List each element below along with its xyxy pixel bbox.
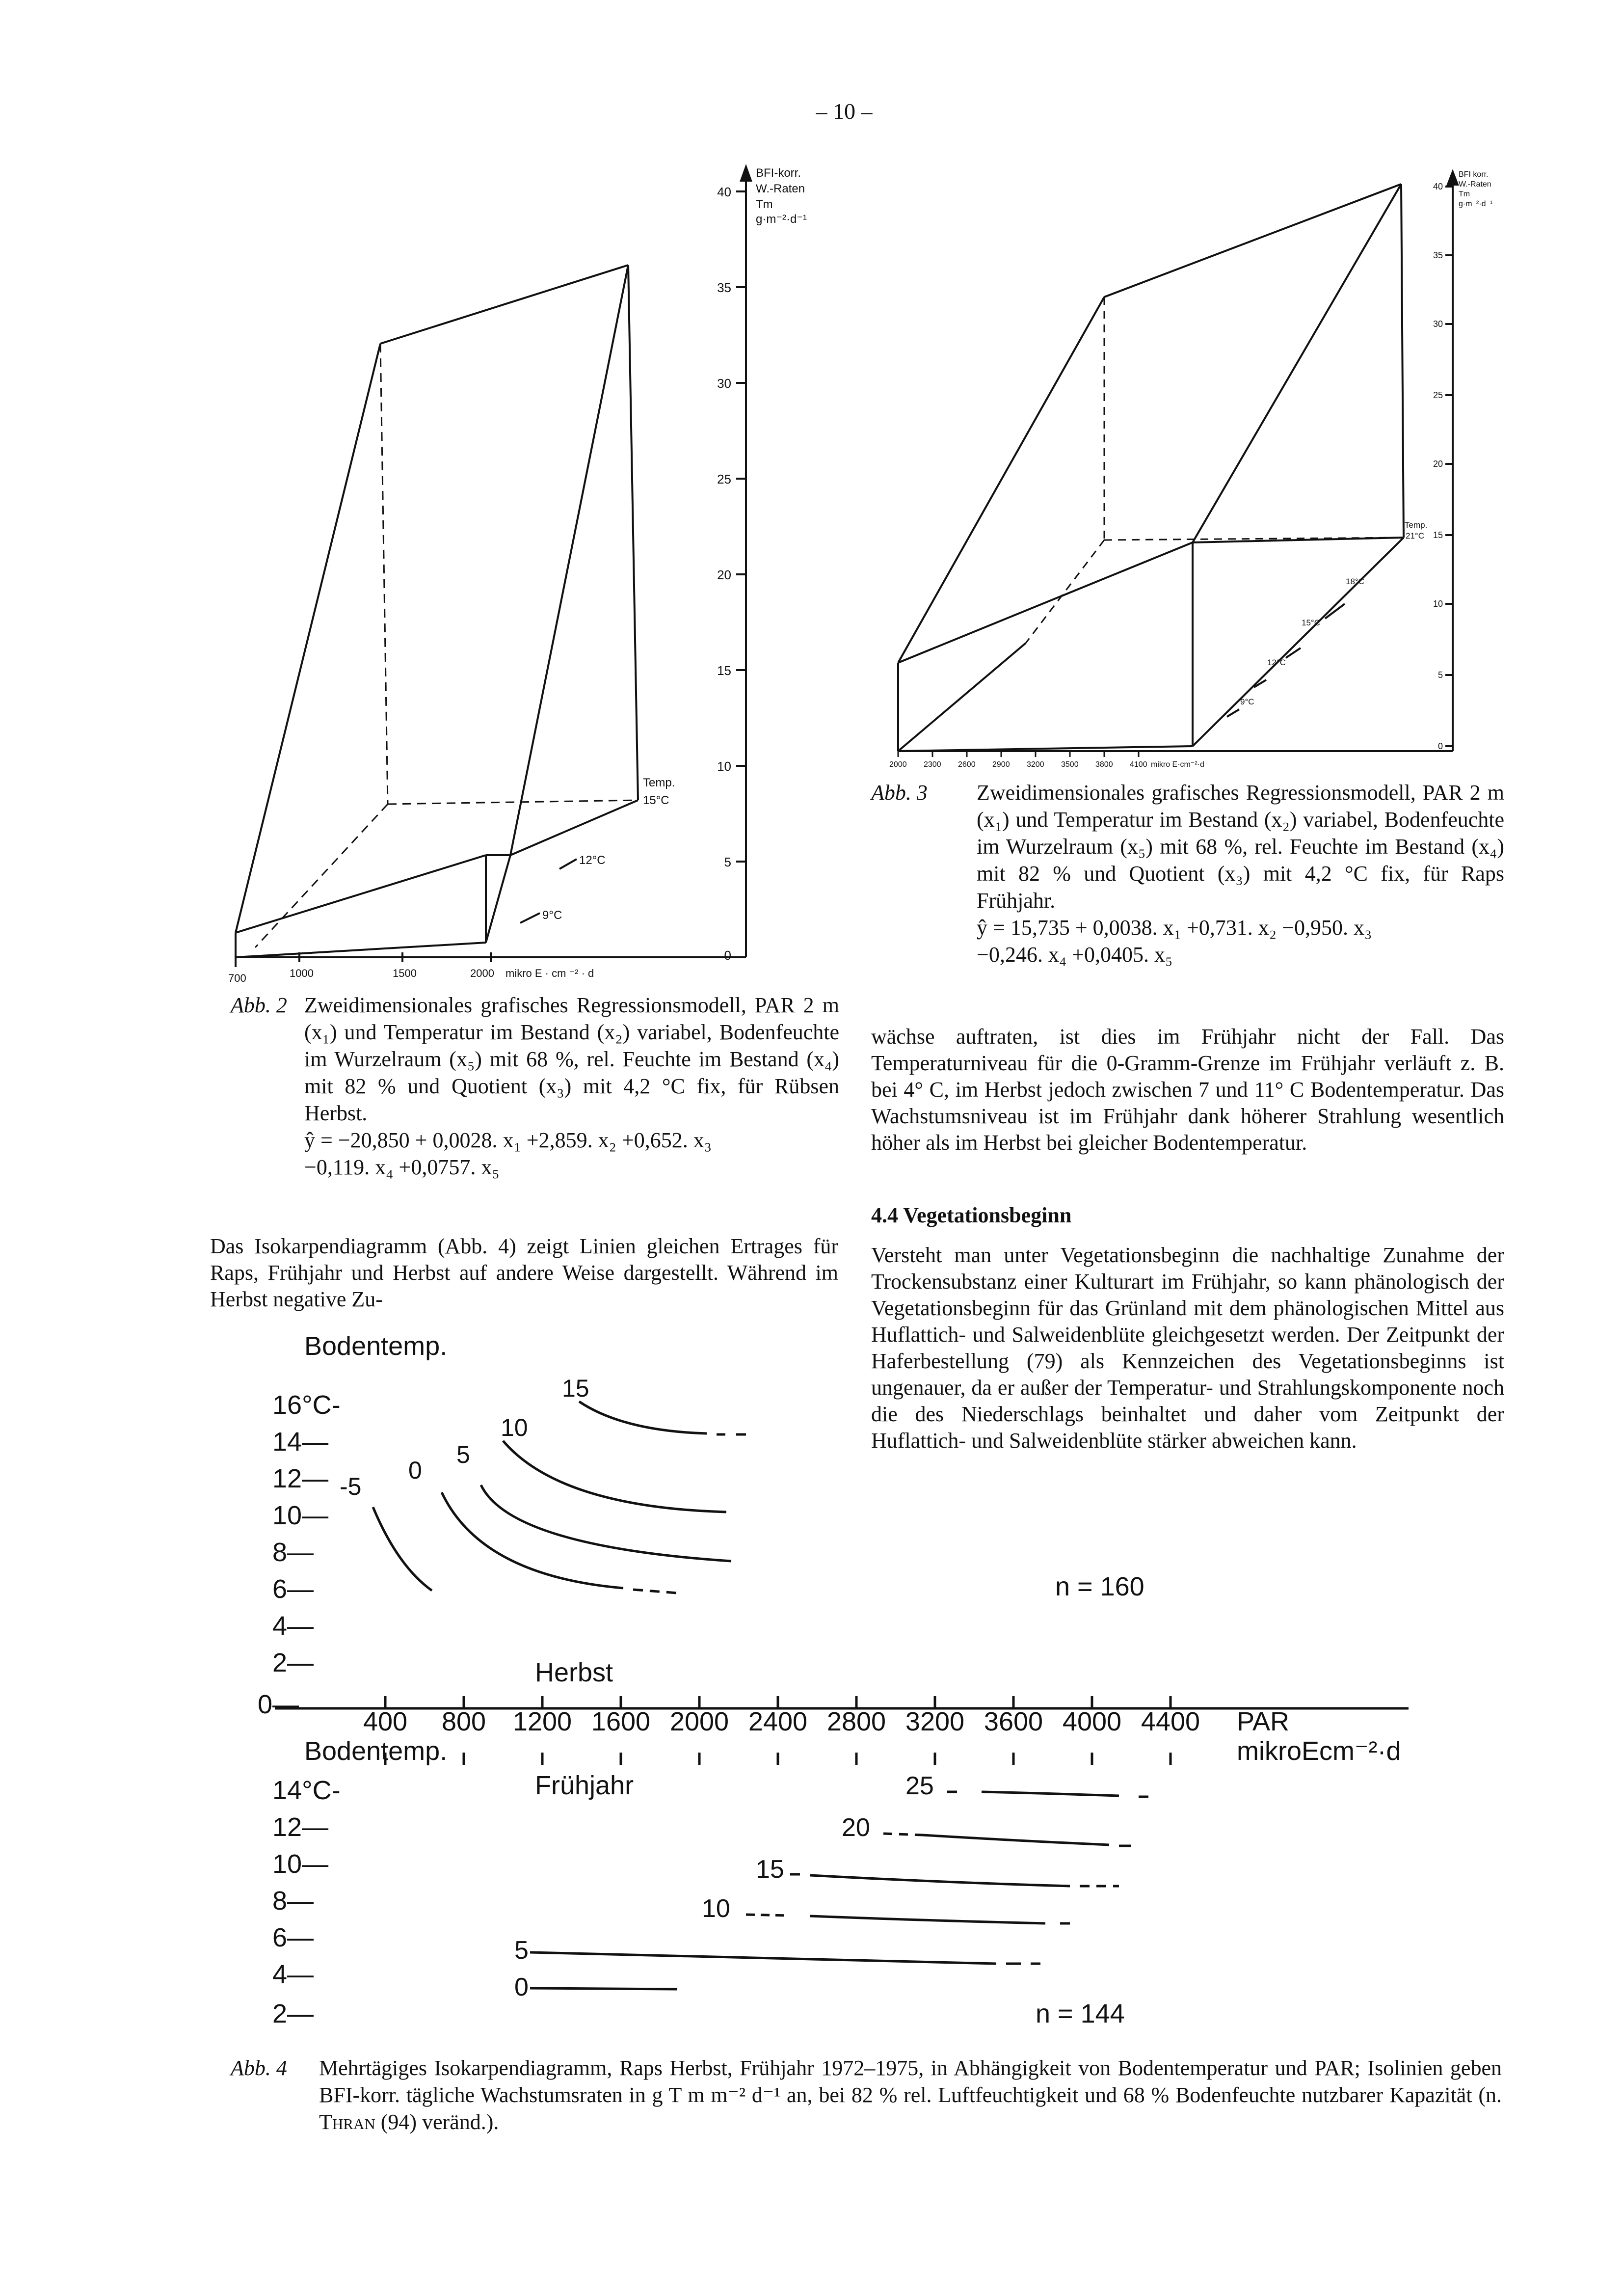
- fig2-xtick: 1500: [393, 967, 417, 979]
- fig2-xtick: 700: [228, 972, 246, 984]
- fruehjahr-ytick: 6—: [272, 1923, 314, 1952]
- fig2-axis-title: BFI-korr.: [756, 166, 801, 180]
- fig3-axis-title: W.-Raten: [1459, 180, 1491, 189]
- fig4-xtick: 4400: [1141, 1707, 1200, 1736]
- fig2-axis-title: W.-Raten: [756, 182, 805, 195]
- fig2-ytick: 20: [717, 567, 731, 582]
- fruehjahr-ytick: 2—: [272, 1999, 314, 2028]
- fig4-xtick: 2400: [748, 1707, 808, 1736]
- fruehjahr-y-title: Bodentemp.: [304, 1736, 448, 1766]
- fig2-ytick: 5: [724, 855, 731, 869]
- fig3-xtick: 3800: [1095, 760, 1113, 769]
- herbst-ytick: 8—: [272, 1538, 314, 1567]
- fig3-temp-label: 18°C: [1346, 577, 1364, 586]
- caption-author: Thran: [319, 2110, 375, 2134]
- fig3-ytick: 10: [1433, 599, 1443, 609]
- fig3-xtick: 3500: [1061, 760, 1079, 769]
- fig3-xtick: 2900: [992, 760, 1010, 769]
- fig2-temp-label: 12°C: [579, 854, 606, 867]
- fig3-hidden-edges: [1026, 297, 1404, 643]
- caption-label: Abb. 4: [231, 2056, 287, 2080]
- fig3-yaxis-ticks: [1445, 187, 1453, 746]
- fig3-ytick: 20: [1433, 459, 1443, 469]
- fruehjahr-ytick: 14°C-: [272, 1776, 341, 1805]
- fig2-axis-title: Tm: [756, 198, 773, 211]
- fig2-yaxis-ticks: [736, 191, 746, 957]
- fig2-temp-title: Temp.: [643, 776, 675, 789]
- fig3-ytick: 0: [1437, 741, 1443, 751]
- herbst-iso-label: 15: [562, 1375, 589, 1402]
- fruehjahr-ytick: 4—: [272, 1960, 314, 1989]
- caption-text: Zweidimensionales grafisches Regressionsmodell, PAR 2 m (x₁) und Temperatur im Bestand (x₂) variabel, Bodenfeuchte im Wurzelraum (x₅) mit 68 %, rel. Feuchte im Bestand (x₄) mit 82 % und Quotient (x₃) mit 4,2 °C fix, für Raps Frühjahr.: [977, 781, 1504, 913]
- fruehjahr-iso-label: 25: [905, 1772, 934, 1800]
- herbst-season-label: Herbst: [535, 1658, 613, 1687]
- fig2-ytick: 30: [717, 376, 731, 391]
- fruehjahr-n-count: n = 144: [1036, 1999, 1125, 2028]
- figure-4-isokarpen-diagram: [236, 1321, 1463, 2042]
- fig2-temp-label: 15°C: [643, 794, 669, 807]
- fig4-xtick: 3200: [905, 1707, 965, 1736]
- equation-line: −0,246. x₄ +0,0405. x₅: [977, 943, 1173, 967]
- fig4-xtick: 4000: [1062, 1707, 1122, 1736]
- herbst-iso-label: 0: [408, 1457, 422, 1484]
- figure-2-regression-model: [206, 157, 883, 992]
- herbst-ytick: 10—: [272, 1501, 329, 1530]
- fruehjahr-ytick: 8—: [272, 1886, 314, 1916]
- fig2-xtick: 2000: [470, 967, 494, 979]
- figure-2-caption: [231, 992, 839, 1181]
- fig3-temp-label: 9°C: [1240, 697, 1254, 706]
- fruehjahr-ytick: 12—: [272, 1812, 329, 1842]
- fig3-xtick: 3200: [1027, 760, 1044, 769]
- herbst-ytick: 0—: [258, 1690, 299, 1719]
- section-heading-vegetationsbeginn: 4.4 Vegetationsbeginn: [871, 1203, 1072, 1227]
- caption-text: Mehrtägiges Isokarpendiagramm, Raps Herbst, Frühjahr 1972–1975, in Abhängigkeit von Bodentemperatur und PAR; Isolinien geben BFI-korr. tägliche Wachstumsraten in g T m m⁻² d⁻¹ an, bei 82 % rel. Luftfeuchtigkeit und 68 % Bodenfeuchte nutzbarer Kapazität (n.: [319, 2056, 1502, 2107]
- fig2-temp-label: 9°C: [542, 909, 562, 922]
- fig3-ytick: 5: [1437, 670, 1443, 680]
- fruehjahr-iso-label: 10: [702, 1894, 730, 1923]
- herbst-ytick: 16°C-: [272, 1390, 341, 1420]
- fig2-ytick: 0: [724, 948, 731, 963]
- herbst-ytick: 2—: [272, 1648, 314, 1677]
- fig4-xtick: 2000: [669, 1707, 729, 1736]
- caption-label: Abb. 3: [871, 781, 928, 805]
- equation-line: ŷ = 15,735 + 0,0038. x₁ +0,731. x₂ −0,950. x₃: [977, 916, 1372, 940]
- herbst-ytick: 6—: [272, 1574, 314, 1604]
- fruehjahr-iso-label: 5: [514, 1936, 529, 1965]
- herbst-ytick: 12—: [272, 1464, 329, 1493]
- fig3-xtick: 4100: [1130, 760, 1147, 769]
- fig3-temp-title: Temp.: [1405, 520, 1428, 530]
- fig3-xunit: mikro E·cm⁻²·d: [1151, 760, 1204, 769]
- herbst-n-count: n = 160: [1055, 1572, 1144, 1601]
- fig4-xtick: 1200: [512, 1707, 572, 1736]
- herbst-iso-label: -5: [340, 1473, 362, 1500]
- herbst-iso-label: 10: [501, 1414, 528, 1441]
- fig3-axis-title: Tm: [1459, 190, 1470, 198]
- fig3-ytick: 15: [1433, 530, 1443, 540]
- fig4-xtick: 2800: [826, 1707, 886, 1736]
- fig2-xtick: 1000: [290, 967, 314, 979]
- fig4-xtick: 1600: [591, 1707, 651, 1736]
- page-number: – 10 –: [816, 99, 873, 124]
- fruehjahr-ytick: 10—: [272, 1849, 329, 1879]
- fig3-axis-title: BFI korr.: [1459, 170, 1489, 179]
- herbst-ytick: 14—: [272, 1427, 329, 1457]
- fig2-axis-title: g·m⁻²·d⁻¹: [756, 213, 807, 226]
- caption-label: Abb. 2: [231, 993, 287, 1017]
- fig3-ytick: 35: [1433, 250, 1443, 260]
- fruehjahr-iso-label: 0: [514, 1973, 529, 2001]
- fig4-x-title: PAR: [1237, 1707, 1290, 1736]
- equation-line: ŷ = −20,850 + 0,0028. x₁ +2,859. x₂ +0,652. x₃: [304, 1128, 712, 1152]
- paragraph-temperature-level: wächse auftraten, ist dies im Frühjahr nicht der Fall. Das Temperaturniveau für die 0-Gramm-Grenze im Frühjahr verläuft z. B. bei 4° C, im Herbst jedoch zwischen 7 und 11° C Bodentemperatur. Das Wachstumsniveau ist im Frühjahr dank höherer Strahlung wesentlich höher als im Herbst bei gleicher Bodentemperatur.: [871, 1025, 1504, 1155]
- fruehjahr-iso-label: 20: [842, 1813, 870, 1842]
- fig3-wireframe: [898, 172, 1458, 751]
- figure-3-regression-model: [883, 162, 1502, 781]
- fig4-x-ticks-bottom: [385, 1753, 1171, 1765]
- fig2-ytick: 10: [717, 759, 731, 774]
- fig3-ytick: 25: [1433, 390, 1443, 400]
- figure-4-caption: [231, 2054, 1502, 2135]
- herbst-isolines: [373, 1402, 746, 1593]
- fig3-ytick: 40: [1433, 182, 1443, 191]
- caption-text: Zweidimensionales grafisches Regressionsmodell, PAR 2 m (x₁) und Temperatur im Bestand (x₂) variabel, Bodenfeuchte im Wurzelraum (x₅) mit 68 %, rel. Feuchte im Bestand (x₄) mit 82 % und Quotient (x₃) mit 4,2 °C fix, für Rübsen Herbst.: [304, 993, 839, 1125]
- fig2-wireframe: [236, 167, 751, 957]
- fig3-xtick: 2600: [958, 760, 976, 769]
- fig3-temp-label: 15°C: [1302, 618, 1320, 627]
- herbst-y-title: Bodentemp.: [304, 1331, 448, 1361]
- fruehjahr-iso-label: 15: [756, 1855, 784, 1884]
- fig3-xtick: 2000: [889, 760, 907, 769]
- equation-line: −0,119. x₄ +0,0757. x₅: [304, 1155, 500, 1179]
- fig2-ytick: 25: [717, 472, 731, 486]
- paragraph-vegetationsbeginn: Versteht man unter Vegetationsbeginn die nachhaltige Zunahme der Trockensubstanz einer Kulturart im Frühjahr, so kann phänologisch der Vegetationsbeginn für das Grünland mit dem phänologischen Mittel aus Huflattich- und Salweidenblüte gleichgesetzt werden. Der Zeitpunkt der Haferbestellung (79) als Kennzeichen des Vegetationsbeginns ist ungenauer, da er außer der Temperatur- und Strahlungskomponente noch die des Niederschlags beinhaltet und daher vom Zeitpunkt der Huflattich- und Salweidenblüte stärker abweichen kann.: [871, 1243, 1504, 1453]
- fig4-xtick: 3600: [984, 1707, 1043, 1736]
- caption-text: (94) veränd.).: [375, 2110, 499, 2134]
- fig3-axis-title: g·m⁻²·d⁻¹: [1459, 200, 1493, 208]
- fig4-xtick: 800: [441, 1707, 486, 1736]
- fig4-xtick: 400: [363, 1707, 408, 1736]
- fig3-xtick: 2300: [924, 760, 941, 769]
- fig2-ytick: 40: [717, 185, 731, 199]
- fig3-ytick: 30: [1433, 319, 1443, 329]
- fig3-temp-label: 12°C: [1267, 658, 1286, 667]
- herbst-ytick: 4—: [272, 1611, 314, 1641]
- fig2-ytick: 35: [717, 280, 731, 295]
- fruehjahr-isolines: [530, 1792, 1148, 1989]
- herbst-iso-label: 5: [456, 1441, 470, 1468]
- fig2-xunit: mikro E · cm ⁻² · d: [506, 967, 594, 979]
- fruehjahr-season-label: Frühjahr: [535, 1771, 634, 1800]
- fig2-ytick: 15: [717, 663, 731, 678]
- fig3-temp-label: 21°C: [1406, 531, 1424, 540]
- fig4-x-unit: mikroEcm⁻²·d: [1237, 1736, 1401, 1766]
- figure-3-caption: [871, 779, 1504, 968]
- paragraph-isokarpen: Das Isokarpendiagramm (Abb. 4) zeigt Linien gleichen Ertrages für Raps, Frühjahr und Herbst auf andere Weise dargestellt. Während im Herbst negative Zu-: [210, 1234, 838, 1311]
